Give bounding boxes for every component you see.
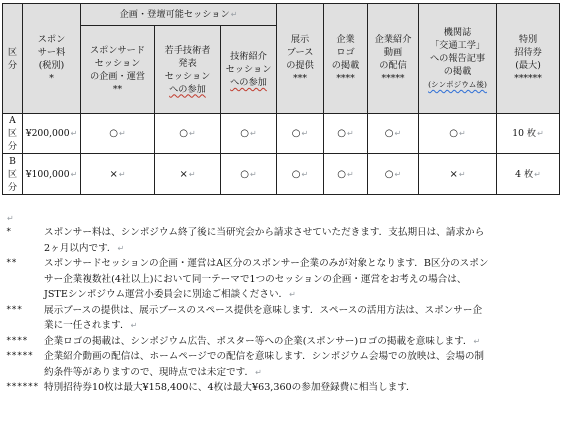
header-session-group: 企画・登壇可能セッション↵	[81, 4, 277, 26]
footnote-1: * スポンサー料は、シンポジウム終了後に当研究会から請求させていただきます．支払期日は、請求から 2ヶ月以内です．↵	[6, 227, 485, 254]
footnote-key: ****	[6, 335, 28, 346]
sponsor-table	[2, 3, 560, 195]
footnote-4: **** 企業ロゴの掲載は、シンポジウム広告、ポスター等への企業(スポンサー)ロゴの掲載を意味します．↵	[6, 334, 558, 350]
row-kubun: B 区 分	[3, 154, 23, 195]
header-journal: 機関誌 「交通工学」 への報告記事 の掲載 (シンポジウム後)	[419, 4, 497, 114]
header-kubun: 区 分	[3, 4, 23, 114]
header-sponsor-fee: スポン サー料 (税別) *	[23, 4, 81, 114]
cell-tickets: 10 枚↵	[497, 114, 560, 154]
cell-logo: ○↵	[324, 114, 368, 154]
cell-sponsored-session: ○↵	[81, 114, 155, 154]
footnote-key: ***	[6, 304, 23, 315]
cell-sponsored-session: ×↵	[81, 154, 155, 195]
row-kubun: A 区 分	[3, 114, 23, 154]
footnote-6: ****** 特別招待券10枚は最大¥158,400に、4枚は最大¥63,360の参加登録費に相当します．	[6, 380, 558, 396]
footnote-key: **	[6, 258, 17, 268]
cell-journal: ○↵	[419, 114, 497, 154]
row-fee: ¥100,000↵	[23, 154, 81, 195]
footnotes: ↵ * スポンサー料は、シンポジウム終了後に当研究会から請求させていただきます．支払期日は、請求から 2ヶ月以内です．↵ ** スポンサードセッションの企画・運営はA区分のスポンサー企業のみが対象となります．B区分のスポン サー企業複数社(4社以上)において同一テーマで1つのセッションの企画・運営をお考えの場合は、 JSTEシンポジウム運営小委員会に別途ご相談ください．↵ *** 展示ブースの提供は、展示ブースのスペース提供を意味します．スペースの活用方法は、スポンサー企 業に一任されます．↵ **** 企業ロゴの掲載は、シンポジウム広告、ポスター等への企業(スポンサー)ロゴの掲載を意味します．↵ ***** 企業紹介動画の配信は、ホームページでの配信を意味します．シンポジウム会場での放映は、会場の制 約条件等がありますので、現時点では未定です．↵ ****** 特別招待券10枚は最大¥158,400に、4枚は最大¥63,360の参加登録費に相当します．	[6, 212, 558, 396]
header-video: 企業紹介 動画 の配信 *****	[368, 4, 419, 114]
cell-tech-intro: ○↵	[221, 154, 277, 195]
cell-tickets: 4 枚↵	[497, 154, 560, 195]
header-sponsored-session: スポンサード セッション の企画・運営 **	[81, 26, 155, 114]
cell-booth: ○↵	[277, 114, 324, 154]
cell-tech-intro: ○↵	[221, 114, 277, 154]
footnote-key: ******	[6, 382, 39, 392]
cell-journal: ×↵	[419, 154, 497, 195]
footnote-2: ** スポンサードセッションの企画・運営はA区分のスポンサー企業のみが対象となります．B区分のスポン サー企業複数社(4社以上)において同一テーマで1つのセッションの企画・運営をお考えの場合は、 JSTEシンポジウム運営小委員会に別途ご相談ください．↵	[6, 258, 489, 300]
header-tickets: 特別 招待券 (最大) ******	[497, 4, 560, 114]
header-tech-intro: 技術紹介 セッション への参加	[221, 26, 277, 114]
table-row-a	[3, 114, 560, 154]
header-young-engineer: 若手技術者 発表 セッション への参加	[155, 26, 221, 114]
row-fee: ¥200,000↵	[23, 114, 81, 154]
footnote-key: *****	[6, 351, 34, 361]
cell-booth: ○↵	[277, 154, 324, 195]
header-logo: 企業 ロゴ の掲載 ****	[324, 4, 368, 114]
cell-young-engineer: ×↵	[155, 154, 221, 195]
cell-video: ○↵	[368, 114, 419, 154]
footnote-3: *** 展示ブースの提供は、展示ブースのスペース提供を意味します．スペースの活用方法は、スポンサー企 業に一任されます．↵	[6, 304, 483, 331]
footnote-key: *	[6, 227, 12, 237]
cell-video: ○↵	[368, 154, 419, 195]
cell-logo: ○↵	[324, 154, 368, 195]
cell-young-engineer: ○↵	[155, 114, 221, 154]
footnote-5: ***** 企業紹介動画の配信は、ホームページでの配信を意味します．シンポジウム会場での放映は、会場の制 約条件等がありますので、現時点では未定です．↵	[6, 351, 485, 378]
table-row-b	[3, 154, 560, 195]
header-booth: 展示 ブース の提供 ***	[277, 4, 324, 114]
